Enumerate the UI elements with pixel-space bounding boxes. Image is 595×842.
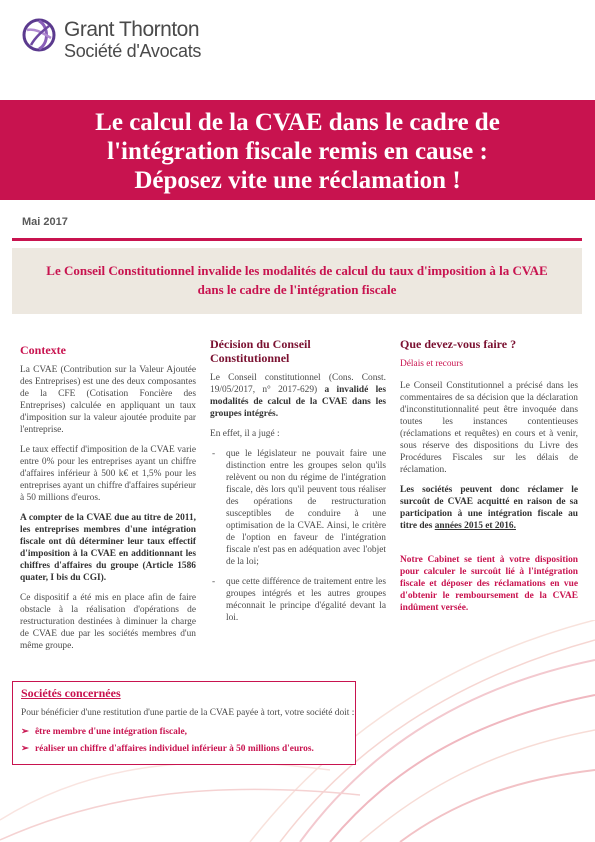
publication-date: Mai 2017 <box>22 216 68 228</box>
subheading-box <box>12 248 582 314</box>
title-banner <box>0 100 595 200</box>
text-bold: a invalidé les modalités de calcul de la CVAE dans les groupes intégrés. <box>210 385 386 419</box>
column-actions <box>400 337 578 622</box>
logo-company-name: Grant Thornton <box>64 18 200 41</box>
box-title: Sociétés concernées <box>21 686 121 700</box>
section-title-contexte: Contexte <box>20 343 66 357</box>
section-title-actions: Que devez-vous faire ? <box>400 337 517 351</box>
list-item <box>210 448 386 568</box>
paragraph: Ce dispositif a été mis en place afin de faire obstacle à la réalisation d'opérations de restructuration destinées à diminuer la charge de CVAE due par les sociétés membres d'un même groupe. <box>20 593 196 651</box>
box-list-item-text: réaliser un chiffre d'affaires individuel inférieur à 50 millions d'euros. <box>35 744 314 754</box>
paragraph <box>210 372 386 420</box>
box-list-item <box>21 726 187 737</box>
arrow-bullet-icon: ➢ <box>21 744 29 754</box>
bullet-list <box>210 448 386 624</box>
list-item-text: que le législateur ne pouvait faire une distinction entre les groupes selon qu'ils relèvent ou non du régime de l'intégration fiscale, dès lors qu'il peuvent tous réaliser des opérations de restructuration susceptibles de conduire à une optimisation de la CVAE. Ainsi, le critère de l'option en faveur de l'intégration fiscale n'est pas en adéquation avec l'objet de la loi; <box>226 449 386 567</box>
concerned-companies-box <box>12 681 356 765</box>
logo-swirl-icon <box>22 18 56 52</box>
logo-company-subtitle: Société d'Avocats <box>64 41 202 61</box>
box-list-item-text: être membre d'une intégration fiscale, <box>35 727 187 737</box>
paragraph-accent: Notre Cabinet se tient à votre disposition pour calculer le surcoût lié à l'intégration fiscale et déposer des réclamations en vue d'obtenir le remboursement de la CVAE indûment versée. <box>400 555 578 613</box>
list-item-text: que cette différence de traitement entre les groupes intégrés et les autres groupes méconnait le principe d'égalité devant la loi. <box>226 577 386 623</box>
text-underlined: années 2015 et 2016. <box>434 521 516 531</box>
text-plain: Le Conseil constitutionnel (Cons. Const. 19/05/2017, n° 2017-629) <box>210 373 386 395</box>
grant-thornton-logo <box>22 14 242 64</box>
dash-bullet: - <box>212 577 216 587</box>
paragraph: Le taux effectif d'imposition de la CVAE varie entre 0% pour les entreprises ayant un chiffre d'affaires inférieur à 500 k€ et 1,5% pour les entreprises ayant un chiffre d'affaires supérieur à 50 millions d'euros. <box>20 445 197 503</box>
section-title-decision: Décision du Conseil Constitutionnel <box>210 337 311 365</box>
paragraph: Le Conseil Constitutionnel a précisé dans les commentaires de sa décision que la déclaration d'inconstitutionnalité peut être invoquée dans toutes les instances contentieuses (réclamations et requêtes) en cours et à venir, sous réserve des dispositions du Livre des Procédures Fiscales sur les délais de réclamation. <box>400 381 578 475</box>
page-title <box>20 108 575 195</box>
box-intro: Pour bénéficier d'une restitution d'une partie de la CVAE payée à tort, votre société doit : <box>21 708 355 718</box>
column-contexte <box>20 343 196 660</box>
paragraph: La CVAE (Contribution sur la Valeur Ajoutée des Entreprises) est une des deux composantes de la CFE (Cotisation Foncière des Entreprises) calculée en appliquant un taux d'imposition sur la valeur ajoutée produite par l'entreprise. <box>20 365 196 435</box>
paragraph-bold: A compter de la CVAE due au titre de 2011, les entreprises membres d'une intégration fiscale ont dû déterminer leur taux effectif d'imposition à la CVAE en additionnant les chiffres d'affaires du groupe (Article 1586 quater, I bis du CGI). <box>20 513 196 583</box>
box-list-item <box>21 743 314 754</box>
subheading <box>26 261 568 299</box>
list-item <box>210 576 386 624</box>
subheading-line-2: dans le cadre de l'intégration fiscale <box>197 282 397 297</box>
title-line-1: Le calcul de la CVAE dans le cadre de <box>95 109 500 136</box>
accent-rule <box>12 238 582 241</box>
text-bold: Les sociétés peuvent donc réclamer le surcoût de CVAE acquitté en raison de sa participation à une intégration fiscale au titre des <box>400 485 578 531</box>
column-decision <box>210 337 386 632</box>
dash-bullet: - <box>212 449 216 459</box>
title-line-3: Déposez vite une réclamation ! <box>134 167 461 194</box>
title-line-2: l'intégration fiscale remis en cause : <box>107 138 488 165</box>
arrow-bullet-icon: ➢ <box>21 727 29 737</box>
paragraph: En effet, il a jugé : <box>210 429 280 439</box>
paragraph-bold <box>400 484 578 532</box>
subheading-line-1: Le Conseil Constitutionnel invalide les modalités de calcul du taux d'imposition à la CVAE <box>46 263 548 278</box>
section-subtitle: Délais et recours <box>400 359 463 369</box>
